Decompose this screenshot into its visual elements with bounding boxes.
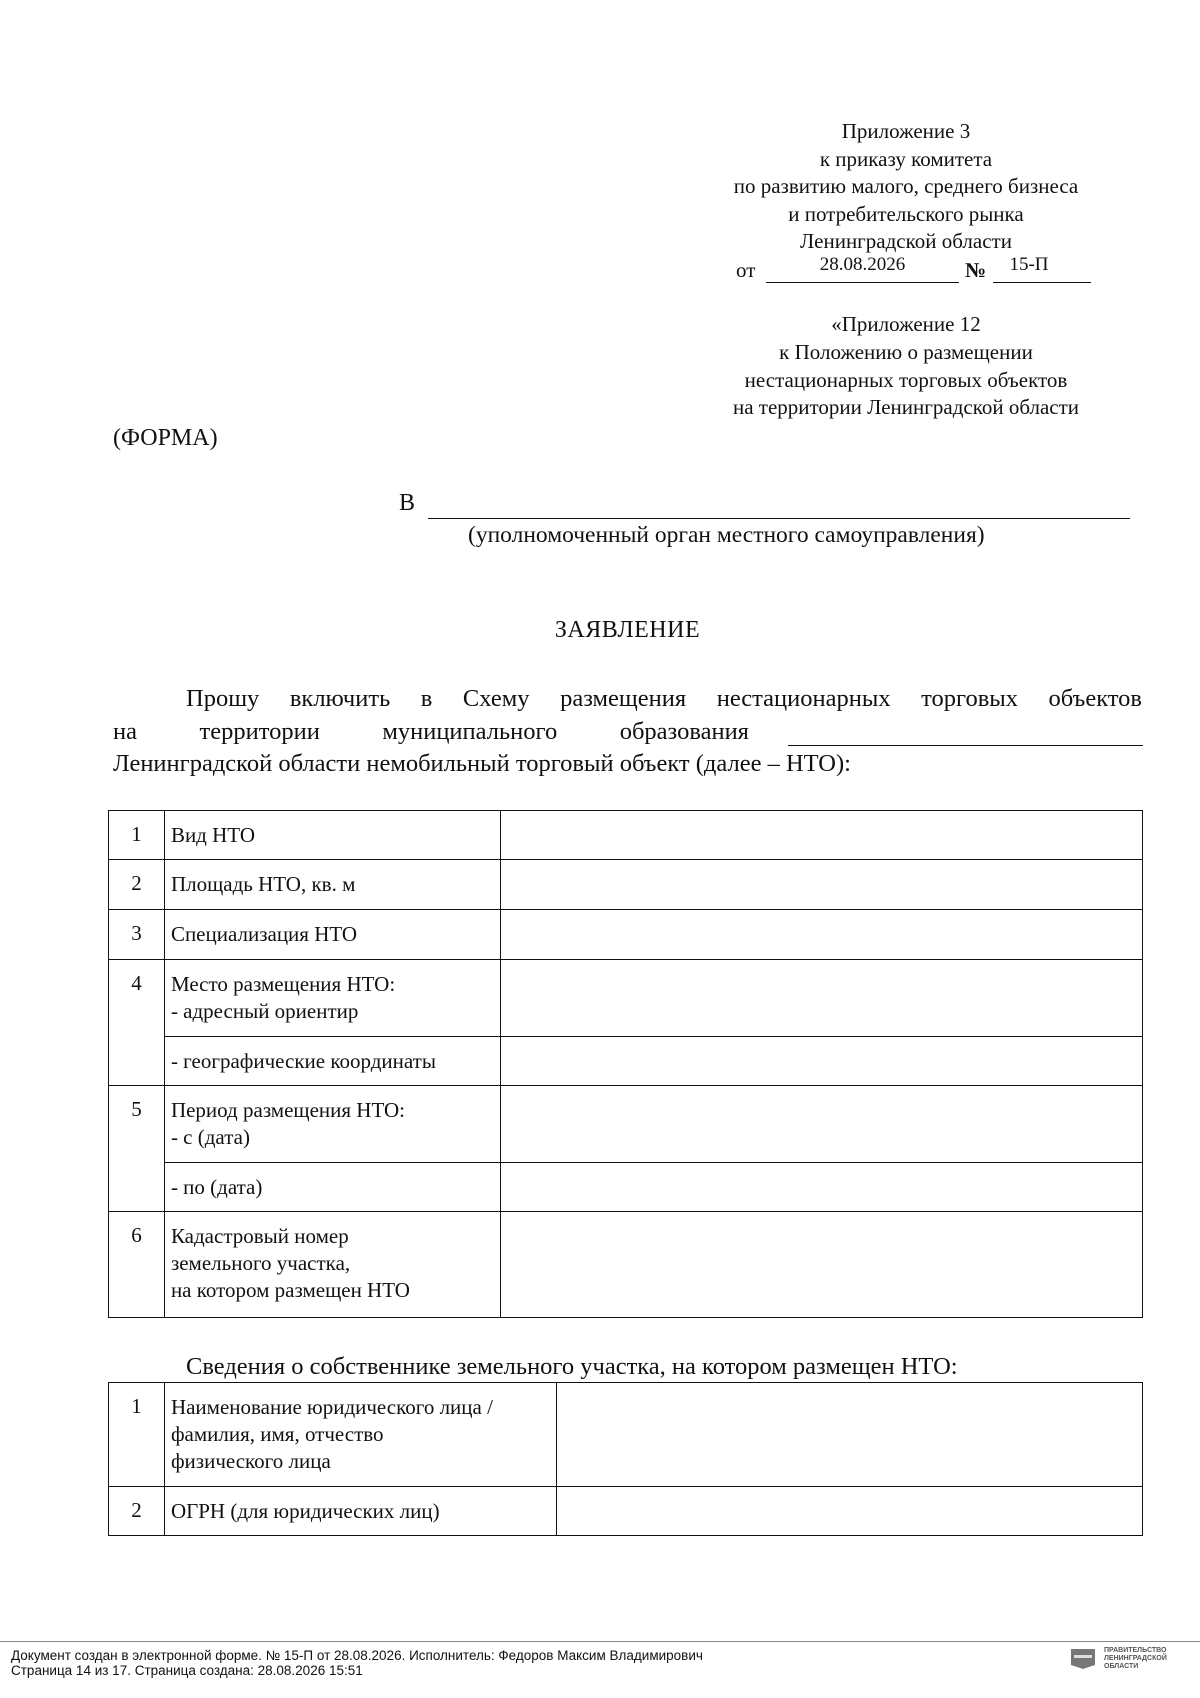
form-label: (ФОРМА) (113, 425, 218, 451)
row-label-line: Кадастровый номер (170, 1224, 349, 1248)
table-row (109, 1163, 1143, 1212)
table-row (109, 960, 1143, 1037)
table-row (109, 860, 1143, 910)
request-line-1 (186, 685, 1142, 713)
request-word: в (420, 685, 433, 712)
row-label: Вид НТО (164, 811, 500, 860)
row-label-line: на котором размещен НТО (170, 1278, 410, 1302)
header-line: по развитию малого, среднего бизнеса (733, 174, 1079, 198)
order-number-prefix: № (965, 258, 987, 282)
request-word: торговых (921, 685, 1018, 712)
owner-table (108, 1382, 1143, 1536)
value-cell[interactable] (500, 860, 1142, 910)
request-word: образования (619, 718, 749, 745)
row-label (164, 1383, 556, 1487)
row-label-line: физического лица (170, 1449, 331, 1473)
row-label-line: - с (дата) (170, 1125, 250, 1149)
annex-line: «Приложение 12 (831, 312, 981, 336)
table-row (109, 811, 1143, 860)
value-cell[interactable] (500, 910, 1142, 960)
footer-info (11, 1648, 703, 1678)
row-label: Специализация НТО (164, 910, 500, 960)
recipient-prefix: В (399, 490, 416, 516)
request-line-2 (113, 718, 749, 746)
request-word: размещения (560, 685, 687, 712)
value-cell[interactable] (500, 1163, 1142, 1212)
table-row (109, 1037, 1143, 1086)
value-cell[interactable] (556, 1487, 1142, 1536)
order-number-value: 15-П (1009, 254, 1049, 275)
table-row (109, 1487, 1143, 1536)
row-label-line: - адресный ориентир (170, 999, 359, 1023)
row-label-line: фамилия, имя, отчество (170, 1422, 384, 1446)
order-date-underline (766, 282, 959, 283)
annex-line: на территории Ленинградской области (732, 395, 1080, 420)
request-line-3: Ленинградской области немобильный торговый объект (далее – НТО): (113, 750, 851, 777)
row-label: - по (дата) (164, 1163, 500, 1212)
row-label (164, 960, 500, 1037)
request-word: на (113, 718, 137, 745)
row-label: ОГРН (для юридических лиц) (164, 1487, 556, 1536)
request-word: объектов (1048, 685, 1142, 712)
order-date-prefix: от (736, 258, 756, 282)
row-number: 6 (109, 1212, 165, 1318)
row-number: 4 (109, 960, 165, 1086)
value-cell[interactable] (500, 1037, 1142, 1086)
row-label (164, 1086, 500, 1163)
table-row (109, 1212, 1143, 1318)
row-number: 1 (109, 811, 165, 860)
value-cell[interactable] (500, 1086, 1142, 1163)
coat-of-arms-icon (1070, 1647, 1096, 1669)
order-number-underline (993, 282, 1091, 283)
header-line: и потребительского рынка (788, 201, 1024, 226)
table-row (109, 910, 1143, 960)
annex-12-header (700, 311, 1112, 422)
request-word: муниципального (382, 718, 558, 745)
recipient-caption: (уполномоченный орган местного самоуправления) (468, 522, 985, 548)
annex-line: к Положению о размещении (779, 339, 1033, 364)
row-label-line: Место размещения НТО: (170, 972, 396, 996)
owner-section-caption: Сведения о собственнике земельного участка, на котором размещен НТО: (186, 1353, 958, 1380)
footer-line: Страница 14 из 17. Страница создана: 28.08.2026 15:51 (11, 1663, 363, 1678)
row-label: - географические координаты (164, 1037, 500, 1086)
footer-line: Документ создан в электронной форме. № 15-П от 28.08.2026. Исполнитель: Федоров Максим Владимирович (11, 1648, 703, 1663)
logo-line: ОБЛАСТИ (1104, 1663, 1139, 1670)
annex-line: нестационарных торговых объектов (744, 367, 1068, 392)
row-number: 2 (109, 1487, 165, 1536)
header-line: Ленинградской области (800, 229, 1012, 253)
municipality-field[interactable] (788, 745, 1143, 746)
recipient-field[interactable] (428, 518, 1130, 519)
row-label: Площадь НТО, кв. м (164, 860, 500, 910)
row-label-line: Период размещения НТО: (170, 1098, 406, 1122)
request-word: Схему (462, 685, 530, 712)
table-row (109, 1383, 1143, 1487)
request-word: территории (199, 718, 320, 745)
value-cell[interactable] (500, 960, 1142, 1037)
table-row (109, 1086, 1143, 1163)
footer-divider (0, 1641, 1200, 1642)
document-title: ЗАЯВЛЕНИЕ (554, 617, 701, 643)
value-cell[interactable] (556, 1383, 1142, 1487)
value-cell[interactable] (500, 811, 1142, 860)
order-date-value: 28.08.2026 (819, 254, 906, 275)
request-word: нестационарных (716, 685, 891, 712)
logo-line: ЛЕНИНГРАДСКОЙ (1104, 1655, 1167, 1662)
request-word: включить (289, 685, 391, 712)
row-label-line: земельного участка, (170, 1251, 351, 1275)
request-word: Прошу (186, 685, 260, 712)
logo-caption (1104, 1647, 1167, 1671)
government-logo (1070, 1647, 1185, 1681)
row-number: 1 (109, 1383, 165, 1487)
value-cell[interactable] (500, 1212, 1142, 1318)
row-number: 3 (109, 910, 165, 960)
row-label (164, 1212, 500, 1318)
row-label-line: Наименование юридического лица / (170, 1395, 493, 1419)
header-line: к приказу комитета (819, 146, 993, 171)
annex-3-header (700, 118, 1112, 256)
header-line: Приложение 3 (841, 119, 971, 143)
logo-line: ПРАВИТЕЛЬСТВО (1104, 1647, 1167, 1654)
row-number: 2 (109, 860, 165, 910)
row-number: 5 (109, 1086, 165, 1212)
object-table (108, 810, 1143, 1318)
